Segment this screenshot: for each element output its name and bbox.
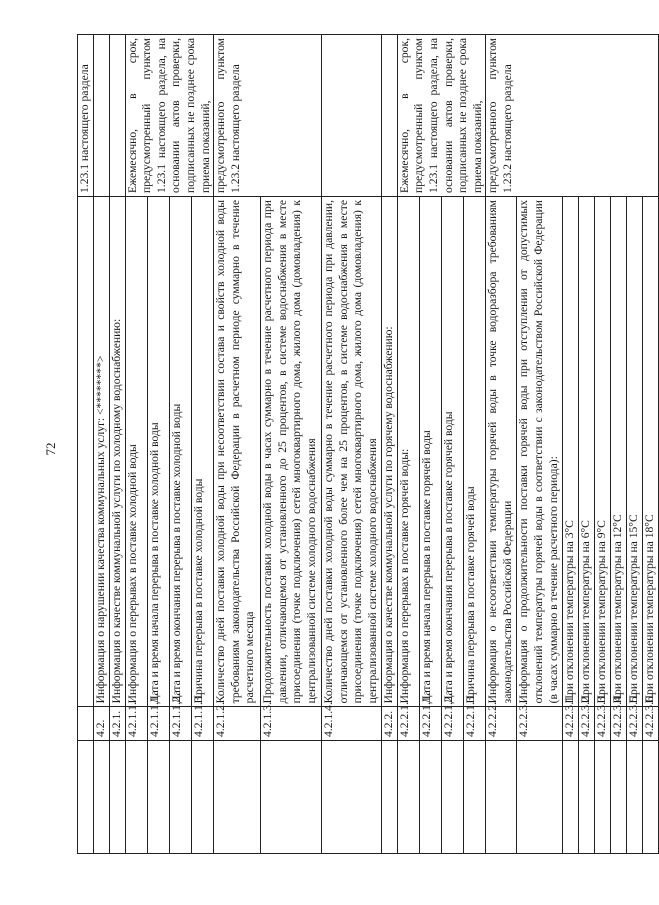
- row-text-cell: Причина перерыва в поставке холодной воды: [192, 196, 214, 706]
- row-number-cell: 4.2.2.1.1.: [419, 707, 441, 741]
- row-number-cell: 4.2.1.: [109, 707, 125, 741]
- row-term-cell: [382, 35, 398, 197]
- row-number-cell: 4.2.2.2.: [486, 707, 517, 741]
- table-row: [78, 35, 94, 854]
- row-text-cell: [78, 196, 94, 706]
- row-lead-cell: [125, 740, 147, 853]
- row-number-cell: 4.2.2.1.: [397, 707, 419, 741]
- row-number-cell: 4.2.2.3.1.: [563, 707, 579, 741]
- row-number-cell: 4.2.2.: [382, 707, 398, 741]
- row-text-cell: Причина перерыва в поставке горячей воды: [463, 196, 486, 706]
- row-lead-cell: [627, 740, 643, 853]
- row-text-cell: При отклонении температуры на 18°С: [643, 196, 659, 706]
- rotated-table-sheet: [77, 34, 657, 854]
- row-text-cell: Информация о качестве коммунальной услуги по холодному водоснабжению:: [109, 196, 125, 706]
- row-lead-cell: [517, 740, 563, 853]
- table-row: [109, 35, 125, 854]
- row-number-cell: [78, 707, 94, 741]
- row-lead-cell: [643, 740, 659, 853]
- row-lead-cell: [419, 740, 441, 853]
- row-number-cell: 4.2.2.3.: [517, 707, 563, 741]
- row-text-cell: Информация о качестве коммунальной услуги по горячему водоснабжению:: [382, 196, 398, 706]
- row-lead-cell: [192, 740, 214, 853]
- table-row: [214, 35, 261, 854]
- row-text-cell: Информация о несоответствии температуры горячей воды в точке водоразбора требованиям законодательства Российской Федерации: [486, 196, 517, 706]
- term-note-cell: Ежемесячно, в срок, предусмотренный пунктом 1.23.1 настоящего раздела, на основании актов проверки, подписанных не позднее срока приема показаний,: [125, 35, 214, 197]
- row-number-cell: 4.2.: [93, 707, 109, 741]
- row-text-cell: Информация о перерывах в поставке горячей воды:: [397, 196, 419, 706]
- row-number-cell: 4.2.2.3.5.: [627, 707, 643, 741]
- table-row: [125, 35, 147, 854]
- row-number-cell: 4.2.1.1.3.: [192, 707, 214, 741]
- row-text-cell: При отклонении температуры на 15°С: [627, 196, 643, 706]
- row-lead-cell: [261, 740, 322, 853]
- row-lead-cell: [78, 740, 94, 853]
- row-number-cell: 4.2.1.1.: [125, 707, 147, 741]
- table-row: [93, 35, 109, 854]
- row-text-cell: При отклонении температуры на 12°С: [611, 196, 627, 706]
- row-number-cell: 4.2.1.2.: [214, 707, 261, 741]
- row-text-cell: При отклонении температуры на 9°С: [595, 196, 611, 706]
- row-lead-cell: [169, 740, 191, 853]
- row-term-cell: [322, 35, 382, 197]
- term-note-cell: предусмотренного пунктом 1.23.2 настоящего раздела: [486, 35, 659, 197]
- row-term-cell: [93, 35, 109, 197]
- row-term-cell: [109, 35, 125, 197]
- row-text-cell: Количество дней поставки холодной воды при несоответствии состава и свойств холодной воды требованиям законодательства Российской Федерации в расчетном периоде суммарно в течение расчетного месяца: [214, 196, 261, 706]
- row-number-cell: 4.2.2.1.2.: [441, 707, 463, 741]
- row-lead-cell: [147, 740, 169, 853]
- row-lead-cell: [595, 740, 611, 853]
- table-row: [397, 35, 419, 854]
- row-lead-cell: [611, 740, 627, 853]
- row-lead-cell: [463, 740, 486, 853]
- table-row: [382, 35, 398, 854]
- row-lead-cell: [579, 740, 595, 853]
- table-row: [486, 35, 517, 854]
- row-term-cell: 1.23.1 настоящего раздела: [78, 35, 94, 197]
- row-lead-cell: [93, 740, 109, 853]
- row-text-cell: Продолжительность поставки холодной воды в часах суммарно в течение расчетного периода при давлении, отличающемся от установленного до 25 процентов, в системе водоснабжения в месте присоединения (точке подключения) сетей многоквартирного дома, жилого дома (домовладения) к централизованной системе холодного водоснабжения: [261, 196, 322, 706]
- row-number-cell: 4.2.2.3.3.: [595, 707, 611, 741]
- row-text-cell: Дата и время начала перерыва в поставке холодной воды: [147, 196, 169, 706]
- row-text-cell: Информация о нарушении качества коммунальных услуг: <********>: [93, 196, 109, 706]
- row-number-cell: 4.2.1.3.: [261, 707, 322, 741]
- row-number-cell: 4.2.1.1.1.: [147, 707, 169, 741]
- row-text-cell: При отклонении температуры на 6°С: [579, 196, 595, 706]
- row-text-cell: Информация о перерывах в поставке холодной воды: [125, 196, 147, 706]
- reporting-table: [77, 34, 659, 854]
- row-number-cell: 4.2.1.4.: [322, 707, 382, 741]
- row-lead-cell: [214, 740, 261, 853]
- row-lead-cell: [109, 740, 125, 853]
- row-lead-cell: [563, 740, 579, 853]
- row-number-cell: 4.2.2.3.4.: [611, 707, 627, 741]
- row-lead-cell: [397, 740, 419, 853]
- term-note-cell: предусмотренного пунктом 1.23.2 настоящего раздела: [214, 35, 322, 197]
- row-number-cell: 4.2.2.1.3.: [463, 707, 486, 741]
- row-number-cell: 4.2.2.3.6.: [643, 707, 659, 741]
- row-number-cell: 4.2.2.3.2.: [579, 707, 595, 741]
- row-lead-cell: [382, 740, 398, 853]
- row-text-cell: Дата и время окончания перерыва в поставке горячей воды: [441, 196, 463, 706]
- row-number-cell: 4.2.1.1.2.: [169, 707, 191, 741]
- row-text-cell: Количество дней поставки холодной воды суммарно в течение расчетного периода при давлении, отличающемся от установленного более чем на 25 процентов, в системе водоснабжения в месте присоединения (точке подключения) сетей многоквартирного дома, жилого дома (домовладения) к централизованной системе холодного водоснабжения: [322, 196, 382, 706]
- row-text-cell: Дата и время начала перерыва в поставке горячей воды: [419, 196, 441, 706]
- row-lead-cell: [441, 740, 463, 853]
- row-lead-cell: [322, 740, 382, 853]
- page-number: 72: [43, 442, 58, 456]
- row-text-cell: Информация о продолжительности поставки горячей воды при отступлении от допустимых отклонений температуры горячей воды в соответствии с законодательством Российской Федерации (в часах суммарно в течение расчетного периода):: [517, 196, 563, 706]
- table-row: [322, 35, 382, 854]
- row-text-cell: Дата и время окончания перерыва в поставке холодной воды: [169, 196, 191, 706]
- row-lead-cell: [486, 740, 517, 853]
- term-note-cell: Ежемесячно, в срок, предусмотренный пунктом 1.23.1 настоящего раздела, на основании актов проверки, подписанных не позднее срока приема показаний,: [397, 35, 486, 197]
- row-text-cell: При отклонении температуры на 3°С: [563, 196, 579, 706]
